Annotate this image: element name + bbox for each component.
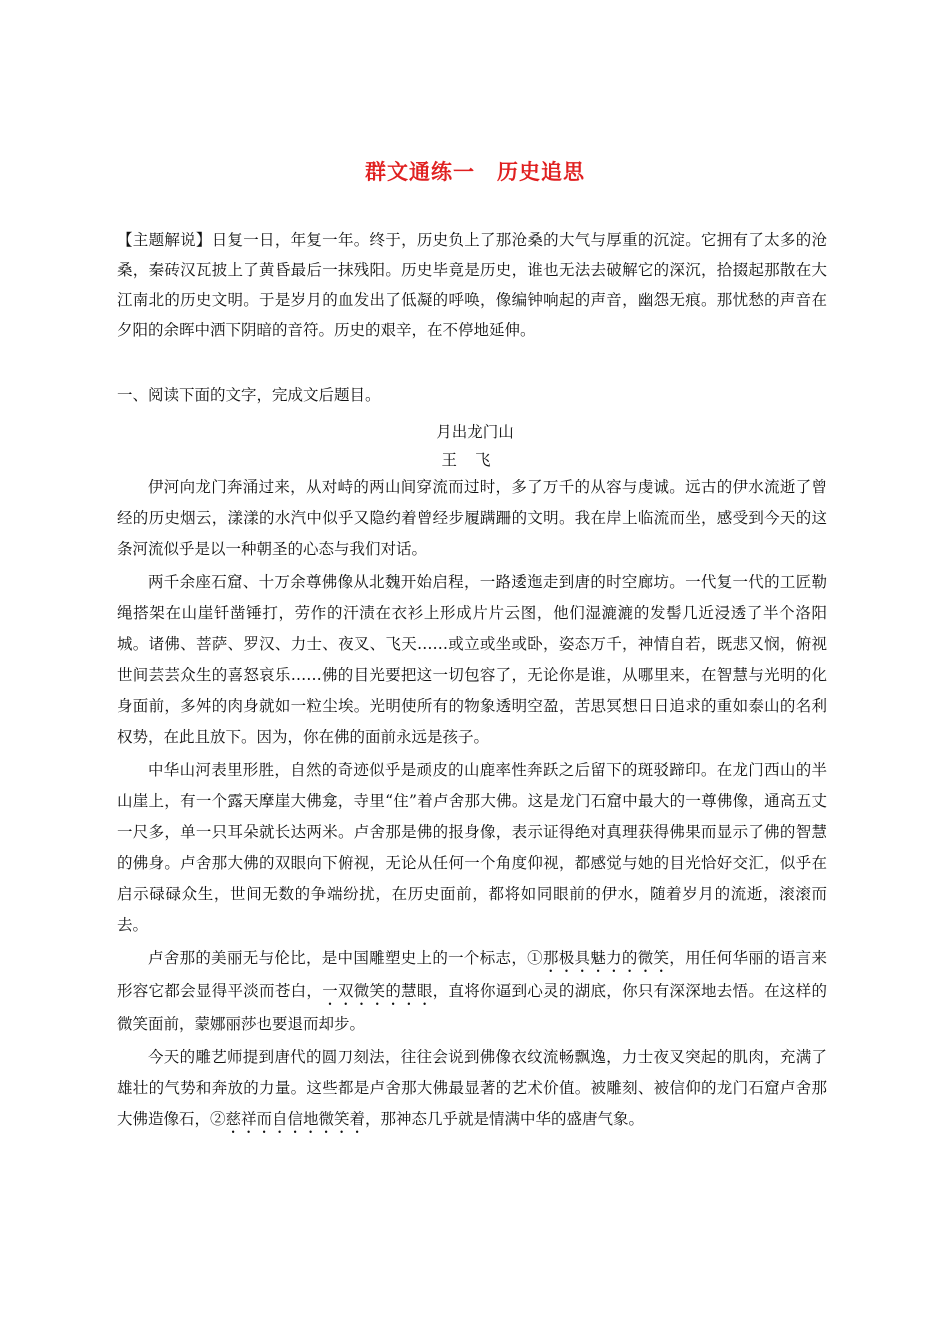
article-paragraph-1: 伊河向龙门奔涌过来，从对峙的两山间穿流而过时，多了万千的从容与虔诚。远古的伊水流逝了曾经的历史烟云，漾漾的水汽中似乎又隐约着曾经步履蹒跚的文明。我在岸上临流而坐，感受到今天的这条河流似乎是以一种朝圣的心态与我们对话。 <box>117 478 827 558</box>
article-title: 月出龙门山 <box>436 423 514 441</box>
paragraph-4-part-a: 卢舍那的美丽无与伦比，是中国雕塑史上的一个标志，① <box>148 949 543 967</box>
article-paragraph-2: 两千余座石窟、十万余尊佛像从北魏开始启程，一路逶迤走到唐的时空廊坊。一代复一代的工匠勒绳搭架在山崖钎凿锤打，劳作的汗渍在衣衫上形成片片云图，他们湿漉漉的发髻几近浸透了半个洛阳城。诸佛、菩萨、罗汉、力士、夜叉、飞天……或立或坐或卧，姿态万千，神情自若，既悲又悯，俯视世间芸芸众生的喜怒哀乐……佛的目光要把这一切包容了，无论你是谁，从哪里来，在智慧与光明的化身面前，多舛的肉身就如一粒尘埃。光明使所有的物象透明空盈，苦思冥想日日追求的重如泰山的名利权势，在此且放下。因为，你在佛的面前永远是孩子。 <box>117 573 827 746</box>
theme-intro-label: 【主题解说】 <box>117 231 212 249</box>
article-paragraph-3: 中华山河表里形胜，自然的奇迹似乎是顽皮的山鹿率性奔跃之后留下的斑驳蹄印。在龙门西山的半山崖上，有一个露天摩崖大佛龛，寺里“住”着卢舍那大佛。这是龙门石窟中最大的一尊佛像，通高五丈一尺多，单一只耳朵就长达两米。卢舍那是佛的报身像，表示证得绝对真理获得佛果而显示了佛的智慧的佛身。卢舍那大佛的双眼向下俯视，无论从任何一个角度仰视，都感觉与她的目光恰好交汇，似乎在启示碌碌众生，世间无数的争端纷扰，在历史面前，都将如同眼前的伊水，随着岁月的流逝，滚滚而去。 <box>117 761 827 934</box>
paragraph-5-part-a: 今天的雕艺师提到唐代的圆刀刻法，往往会说到佛像衣纹流畅飘逸，力士夜叉突起的肌肉，充满了雄壮的气势和奔放的力量。这些都是卢舍那大佛最显著的艺术价值。被雕刻、被信仰的龙门石窟卢舍那大佛造像石，② <box>117 1048 827 1128</box>
paragraph-4-part-b: ，用任何华丽的语言来形容它都会显得平淡而苍白， <box>117 949 827 1000</box>
theme-intro <box>117 225 827 345</box>
theme-intro-text: 日复一日，年复一年。终于，历史负上了那沧桑的大气与厚重的沉淀。它拥有了太多的沧桑，秦砖汉瓦披上了黄昏最后一抹残阳。历史毕竟是历史，谁也无法去破解它的深沉，拾掇起那散在大江南北的历史文明。于是岁月的血发出了低凝的呼唤，像编钟响起的声音，幽怨无痕。那忧愁的声音在夕阳的余晖中洒下阴暗的音符。历史的艰辛，在不停地延伸。 <box>117 231 827 339</box>
paragraph-5-part-b: ，那神态几乎就是情满中华的盛唐气象。 <box>365 1110 645 1128</box>
task-instruction: 一、阅读下面的文字，完成文后题目。 <box>117 386 381 404</box>
paragraph-4-part-c: ，直将你逼到心灵的湖底，你只有深深地去悟。在这样的微笑面前，蒙娜丽莎也要退而却步。 <box>117 982 827 1033</box>
article-paragraph-5 <box>117 1042 827 1137</box>
marked-phrase-3: 慈祥而自信地微笑着 <box>225 1110 366 1128</box>
article-author: 王飞 <box>441 451 509 469</box>
marked-phrase-1: 那极具魅力的微笑 <box>542 949 670 967</box>
page-title: 群文通练一 历史追思 <box>365 160 585 184</box>
marked-phrase-2: 一双微笑的慧眼 <box>322 982 433 1000</box>
article-body <box>117 472 827 1139</box>
article-paragraph-4 <box>117 943 827 1040</box>
